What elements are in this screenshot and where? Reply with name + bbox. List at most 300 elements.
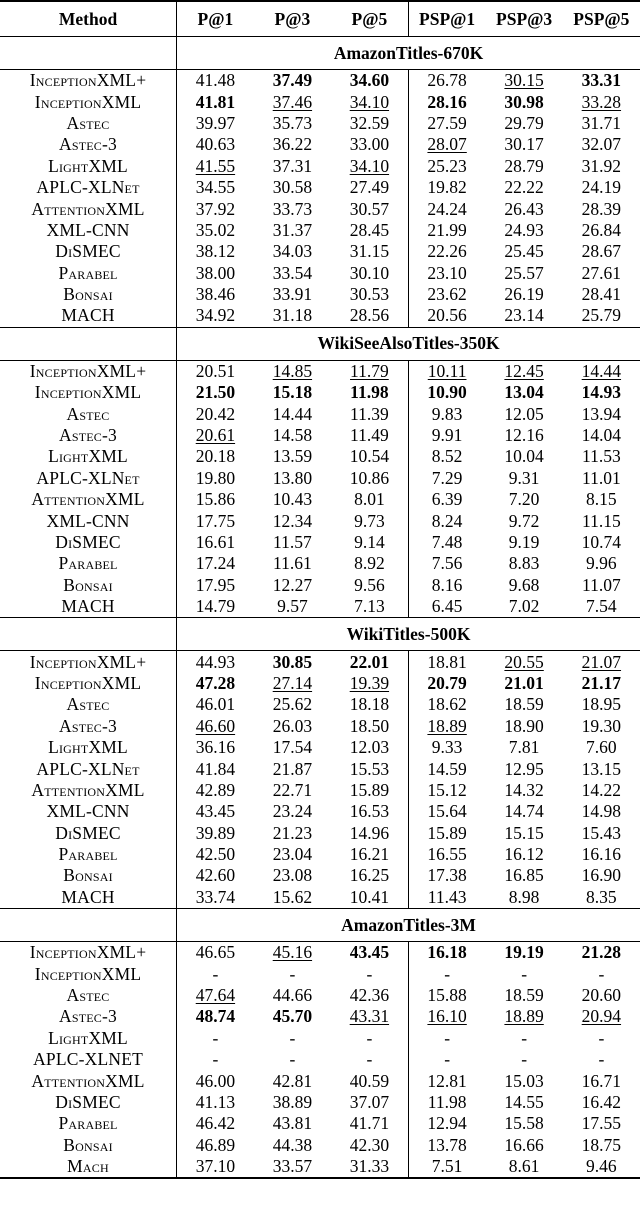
metric-value: 40.63 — [195, 134, 236, 155]
metric-value: 11.07 — [581, 574, 621, 595]
header-p3: P@3 — [254, 1, 331, 37]
metric-value: 7.54 — [586, 596, 617, 617]
table-row — [0, 241, 640, 262]
metric-cell — [177, 177, 254, 198]
dataset-title-row — [0, 909, 640, 942]
method-name: Astec-3 — [0, 425, 177, 446]
metric-cell — [485, 596, 562, 618]
metric-value: 26.03 — [272, 715, 313, 736]
metric-value: 10.74 — [581, 532, 622, 552]
metric-cell — [408, 801, 485, 822]
metric-value: 10.41 — [349, 886, 390, 907]
metric-cell — [563, 758, 640, 779]
metric-cell — [408, 177, 485, 198]
metric-value: 36.22 — [272, 134, 313, 155]
metric-value: 11.43 — [427, 886, 467, 907]
metric-value: 15.43 — [581, 822, 622, 843]
metric-cell — [485, 468, 562, 489]
dataset-title-row — [0, 618, 640, 651]
metric-value: 36.16 — [195, 737, 236, 758]
method-name: MACH — [0, 305, 177, 327]
metric-value: 19.39 — [349, 672, 390, 693]
metric-cell — [563, 425, 640, 446]
metric-value: 30.53 — [349, 284, 390, 305]
method-name: XML-CNN — [0, 220, 177, 241]
metric-value: 8.52 — [431, 446, 463, 467]
table-body — [0, 37, 640, 1179]
metric-cell — [408, 198, 485, 219]
table-row — [0, 651, 640, 673]
metric-value: 28.07 — [427, 134, 467, 155]
metric-value: 17.95 — [195, 574, 236, 595]
metric-cell — [485, 780, 562, 801]
metric-cell — [177, 70, 254, 92]
metric-value: 6.39 — [431, 489, 463, 510]
metric-cell — [177, 801, 254, 822]
metric-cell — [177, 865, 254, 886]
metric-cell — [254, 220, 331, 241]
dataset-title-spacer — [0, 327, 177, 360]
metric-cell — [485, 1070, 562, 1091]
metric-value: 13.59 — [272, 446, 313, 467]
metric-cell — [177, 284, 254, 305]
method-name: Astec — [0, 113, 177, 134]
metric-cell — [563, 198, 640, 219]
metric-value: - — [444, 963, 451, 984]
metric-value: 28.41 — [581, 284, 622, 305]
metric-cell — [254, 1049, 331, 1070]
metric-cell — [408, 425, 485, 446]
metric-cell — [485, 425, 562, 446]
metric-value: 10.90 — [427, 382, 467, 403]
metric-cell — [485, 1135, 562, 1156]
metric-cell — [563, 134, 640, 155]
metric-cell — [563, 91, 640, 112]
metric-cell — [331, 1028, 408, 1049]
metric-value: 9.31 — [508, 467, 540, 488]
table-row — [0, 1092, 640, 1113]
metric-value: 16.71 — [581, 1070, 622, 1091]
metric-cell — [254, 575, 331, 596]
metric-value: 21.23 — [272, 822, 313, 843]
method-name: InceptionXML+ — [0, 651, 177, 673]
metric-value: 47.28 — [195, 672, 236, 693]
header-psp5: PSP@5 — [563, 1, 640, 37]
method-name: APLC-XLNet — [0, 177, 177, 198]
metric-cell — [254, 156, 331, 177]
metric-value: 21.99 — [427, 219, 467, 240]
metric-value: 14.74 — [504, 801, 544, 822]
metric-value: 13.04 — [504, 382, 544, 403]
method-name: Astec — [0, 403, 177, 424]
metric-cell — [408, 865, 485, 886]
metric-value: 11.01 — [581, 467, 621, 488]
metric-value: 16.90 — [581, 865, 622, 886]
metric-cell — [408, 134, 485, 155]
metric-value: 16.21 — [349, 844, 390, 865]
metric-value: 35.73 — [272, 112, 313, 133]
metric-cell — [331, 844, 408, 865]
method-name: Bonsai — [0, 575, 177, 596]
method-name: APLC-XLNet — [0, 758, 177, 779]
metric-value: 41.55 — [195, 155, 236, 176]
metric-value: 43.45 — [195, 801, 236, 822]
dataset-title-row — [0, 37, 640, 70]
metric-value: 18.62 — [427, 694, 467, 715]
metric-cell — [177, 780, 254, 801]
metric-value: 45.16 — [272, 942, 313, 963]
method-name: AttentionXML — [0, 198, 177, 219]
metric-cell — [254, 963, 331, 984]
method-name: APLC-XLNET — [0, 1049, 177, 1070]
metric-cell — [563, 382, 640, 403]
metric-cell — [485, 91, 562, 112]
metric-cell — [485, 823, 562, 844]
method-name: LightXML — [0, 737, 177, 758]
metric-value: 9.46 — [586, 1156, 617, 1177]
metric-cell — [563, 220, 640, 241]
metric-value: 44.66 — [272, 985, 313, 1006]
metric-value: 12.81 — [427, 1070, 467, 1091]
metric-cell — [408, 758, 485, 779]
metric-cell — [177, 1006, 254, 1027]
metric-value: 32.07 — [581, 134, 622, 155]
metric-value: 9.57 — [277, 596, 308, 617]
metric-value: 12.03 — [349, 737, 390, 758]
table-row — [0, 942, 640, 964]
metric-cell — [408, 780, 485, 801]
metric-value: 18.81 — [427, 651, 467, 672]
metric-value: - — [521, 963, 528, 984]
metric-value: 41.84 — [195, 758, 236, 779]
metric-value: 10.86 — [349, 467, 390, 488]
metric-cell — [485, 198, 562, 219]
metric-value: 42.81 — [272, 1070, 313, 1091]
metric-cell — [563, 1006, 640, 1027]
metric-value: - — [521, 1027, 528, 1048]
metric-cell — [254, 284, 331, 305]
method-name: LightXML — [0, 156, 177, 177]
metric-cell — [177, 468, 254, 489]
metric-cell — [177, 596, 254, 618]
header-p1: P@1 — [177, 1, 254, 37]
table-row — [0, 510, 640, 531]
metric-value: 14.44 — [581, 360, 622, 381]
header-method: Method — [0, 1, 177, 37]
metric-value: - — [212, 1049, 219, 1070]
metric-cell — [408, 382, 485, 403]
metric-value: 34.55 — [195, 177, 236, 198]
metric-value: 46.65 — [195, 942, 236, 963]
metric-value: 22.22 — [504, 177, 544, 198]
metric-cell — [485, 134, 562, 155]
metric-value: 24.93 — [504, 219, 544, 240]
metric-value: 15.53 — [349, 758, 390, 779]
method-name: LightXML — [0, 1028, 177, 1049]
metric-value: 23.10 — [427, 262, 467, 283]
metric-value: 40.59 — [349, 1070, 390, 1091]
metric-value: 27.61 — [581, 262, 622, 283]
metric-value: 8.83 — [508, 553, 540, 574]
metric-value: 28.45 — [349, 219, 390, 240]
metric-cell — [254, 887, 331, 909]
metric-value: 19.82 — [427, 177, 467, 198]
metric-cell — [177, 156, 254, 177]
metric-value: 31.15 — [349, 241, 390, 262]
metric-cell — [485, 758, 562, 779]
metric-value: 24.19 — [581, 177, 622, 198]
metric-cell — [177, 1156, 254, 1178]
metric-cell — [408, 823, 485, 844]
metric-value: 42.30 — [349, 1134, 390, 1155]
metric-value: - — [366, 1049, 373, 1070]
metric-cell — [254, 198, 331, 219]
metric-cell — [408, 1006, 485, 1027]
metric-cell — [563, 844, 640, 865]
metric-cell — [331, 553, 408, 574]
metric-cell — [177, 305, 254, 327]
metric-value: 18.75 — [581, 1134, 622, 1155]
metric-cell — [331, 134, 408, 155]
metric-value: 26.84 — [581, 219, 622, 240]
metric-value: 26.19 — [504, 284, 544, 305]
metric-cell — [563, 942, 640, 964]
metric-cell — [408, 553, 485, 574]
metric-cell — [563, 1070, 640, 1091]
metric-cell — [177, 113, 254, 134]
metric-cell — [177, 510, 254, 531]
metric-value: 24.24 — [427, 198, 467, 219]
metric-cell — [485, 694, 562, 715]
method-name: LightXML — [0, 446, 177, 467]
metric-value: 8.92 — [354, 553, 385, 574]
metric-cell — [254, 1135, 331, 1156]
metric-value: 46.01 — [195, 694, 236, 715]
table-row — [0, 887, 640, 909]
metric-cell — [177, 263, 254, 284]
metric-cell — [408, 1028, 485, 1049]
metric-cell — [254, 1070, 331, 1091]
method-name: Bonsai — [0, 865, 177, 886]
metric-cell — [485, 1049, 562, 1070]
metric-value: 19.30 — [581, 715, 622, 736]
metric-value: 26.43 — [504, 198, 544, 219]
method-name: Astec-3 — [0, 134, 177, 155]
metric-value: 12.16 — [504, 425, 544, 446]
metric-value: 28.56 — [349, 305, 390, 326]
metric-value: 18.90 — [504, 715, 544, 736]
table-row — [0, 446, 640, 467]
metric-cell — [485, 737, 562, 758]
metric-cell — [408, 489, 485, 510]
metric-cell — [254, 716, 331, 737]
metric-cell — [563, 263, 640, 284]
metric-value: 27.14 — [272, 672, 313, 693]
dataset-title-spacer — [0, 618, 177, 651]
metric-value: 7.20 — [508, 489, 540, 510]
metric-cell — [485, 865, 562, 886]
metric-cell — [331, 801, 408, 822]
metric-cell — [485, 1028, 562, 1049]
header-row — [0, 1, 640, 37]
metric-cell — [331, 737, 408, 758]
metric-cell — [177, 1092, 254, 1113]
metric-cell — [485, 113, 562, 134]
method-name: DiSMEC — [0, 532, 177, 553]
metric-cell — [331, 887, 408, 909]
method-name: Astec-3 — [0, 1006, 177, 1027]
metric-value: - — [598, 1049, 605, 1070]
metric-cell — [563, 1113, 640, 1134]
metric-value: 15.03 — [504, 1070, 544, 1091]
method-name: XML-CNN — [0, 510, 177, 531]
metric-value: 9.33 — [431, 737, 463, 758]
metric-cell — [408, 737, 485, 758]
metric-value: 14.85 — [272, 360, 313, 381]
metric-cell — [177, 1028, 254, 1049]
table-row — [0, 91, 640, 112]
metric-value: 18.50 — [349, 715, 390, 736]
method-name: Bonsai — [0, 1135, 177, 1156]
metric-cell — [331, 113, 408, 134]
metric-value: 21.28 — [581, 942, 622, 963]
metric-value: 14.93 — [581, 382, 622, 403]
metric-cell — [408, 220, 485, 241]
metric-value: 20.55 — [504, 651, 544, 672]
table-row — [0, 737, 640, 758]
metric-value: 46.60 — [195, 715, 236, 736]
metric-cell — [254, 360, 331, 382]
table-row — [0, 553, 640, 574]
metric-cell — [563, 575, 640, 596]
metric-cell — [563, 985, 640, 1006]
metric-value: 12.94 — [427, 1113, 467, 1134]
metric-cell — [254, 70, 331, 92]
metric-value: 14.22 — [581, 779, 622, 800]
metric-cell — [331, 1049, 408, 1070]
metric-value: 38.00 — [195, 262, 236, 283]
metric-value: 9.56 — [354, 574, 385, 595]
metric-cell — [408, 1092, 485, 1113]
metric-cell — [254, 865, 331, 886]
metric-cell — [177, 651, 254, 673]
metric-value: 30.10 — [349, 262, 390, 283]
metric-value: 12.95 — [504, 758, 544, 779]
metric-cell — [177, 1049, 254, 1070]
method-name: Astec — [0, 694, 177, 715]
metric-cell — [485, 942, 562, 964]
metric-cell — [254, 1028, 331, 1049]
table-row — [0, 489, 640, 510]
table-row — [0, 801, 640, 822]
metric-value: 32.59 — [349, 112, 390, 133]
metric-cell — [485, 241, 562, 262]
metric-value: 34.60 — [349, 70, 390, 91]
metric-cell — [563, 1156, 640, 1178]
metric-cell — [331, 1006, 408, 1027]
metric-cell — [254, 1092, 331, 1113]
metric-cell — [254, 305, 331, 327]
table-row — [0, 844, 640, 865]
metric-value: 14.96 — [349, 822, 390, 843]
metric-cell — [331, 985, 408, 1006]
metric-value: 34.03 — [272, 241, 313, 262]
metric-value: 7.56 — [431, 553, 463, 574]
metric-value: 14.98 — [581, 801, 622, 822]
table-row — [0, 1070, 640, 1091]
metric-cell — [408, 113, 485, 134]
method-name: Astec-3 — [0, 716, 177, 737]
metric-value: 42.36 — [349, 985, 390, 1006]
table-row — [0, 963, 640, 984]
metric-value: 11.15 — [581, 510, 621, 531]
metric-value: 20.94 — [581, 1006, 622, 1027]
metric-value: 15.88 — [427, 985, 467, 1006]
metric-cell — [254, 263, 331, 284]
method-name: InceptionXML+ — [0, 70, 177, 92]
method-name: Astec — [0, 985, 177, 1006]
metric-cell — [254, 553, 331, 574]
metric-value: 8.35 — [586, 886, 617, 907]
metric-value: 20.79 — [427, 672, 467, 693]
metric-value: - — [212, 1027, 219, 1048]
metric-value: 11.39 — [350, 403, 389, 424]
metric-cell — [177, 91, 254, 112]
metric-cell — [254, 489, 331, 510]
metric-value: 12.05 — [504, 403, 544, 424]
metric-cell — [408, 360, 485, 382]
metric-value: 21.50 — [195, 382, 236, 403]
metric-cell — [563, 1092, 640, 1113]
metric-cell — [408, 446, 485, 467]
metric-cell — [485, 887, 562, 909]
metric-cell — [177, 198, 254, 219]
metric-value: 25.62 — [272, 694, 313, 715]
metric-value: 28.67 — [581, 241, 622, 262]
metric-cell — [563, 468, 640, 489]
metric-cell — [331, 780, 408, 801]
metric-value: 16.55 — [427, 844, 467, 865]
metric-cell — [177, 575, 254, 596]
metric-value: 27.49 — [349, 177, 390, 198]
metric-cell — [177, 716, 254, 737]
metric-value: 22.71 — [272, 779, 313, 800]
metric-cell — [485, 1113, 562, 1134]
metric-value: 41.81 — [195, 91, 236, 112]
table-row — [0, 177, 640, 198]
metric-value: - — [366, 963, 373, 984]
metric-value: 8.15 — [586, 489, 617, 510]
metric-cell — [408, 241, 485, 262]
metric-value: 16.18 — [427, 942, 467, 963]
metric-value: 11.79 — [350, 360, 389, 381]
metric-cell — [331, 156, 408, 177]
metric-cell — [408, 985, 485, 1006]
metric-cell — [177, 382, 254, 403]
metric-value: 28.79 — [504, 155, 544, 176]
metric-cell — [485, 673, 562, 694]
metric-cell — [563, 177, 640, 198]
metric-value: 33.00 — [349, 134, 390, 155]
metric-value: 38.12 — [195, 241, 236, 262]
metric-value: 8.24 — [431, 510, 463, 531]
metric-value: 33.91 — [272, 284, 313, 305]
metric-value: 31.33 — [349, 1156, 390, 1177]
metric-cell — [485, 382, 562, 403]
metric-cell — [563, 780, 640, 801]
table-row — [0, 70, 640, 92]
table-row — [0, 865, 640, 886]
